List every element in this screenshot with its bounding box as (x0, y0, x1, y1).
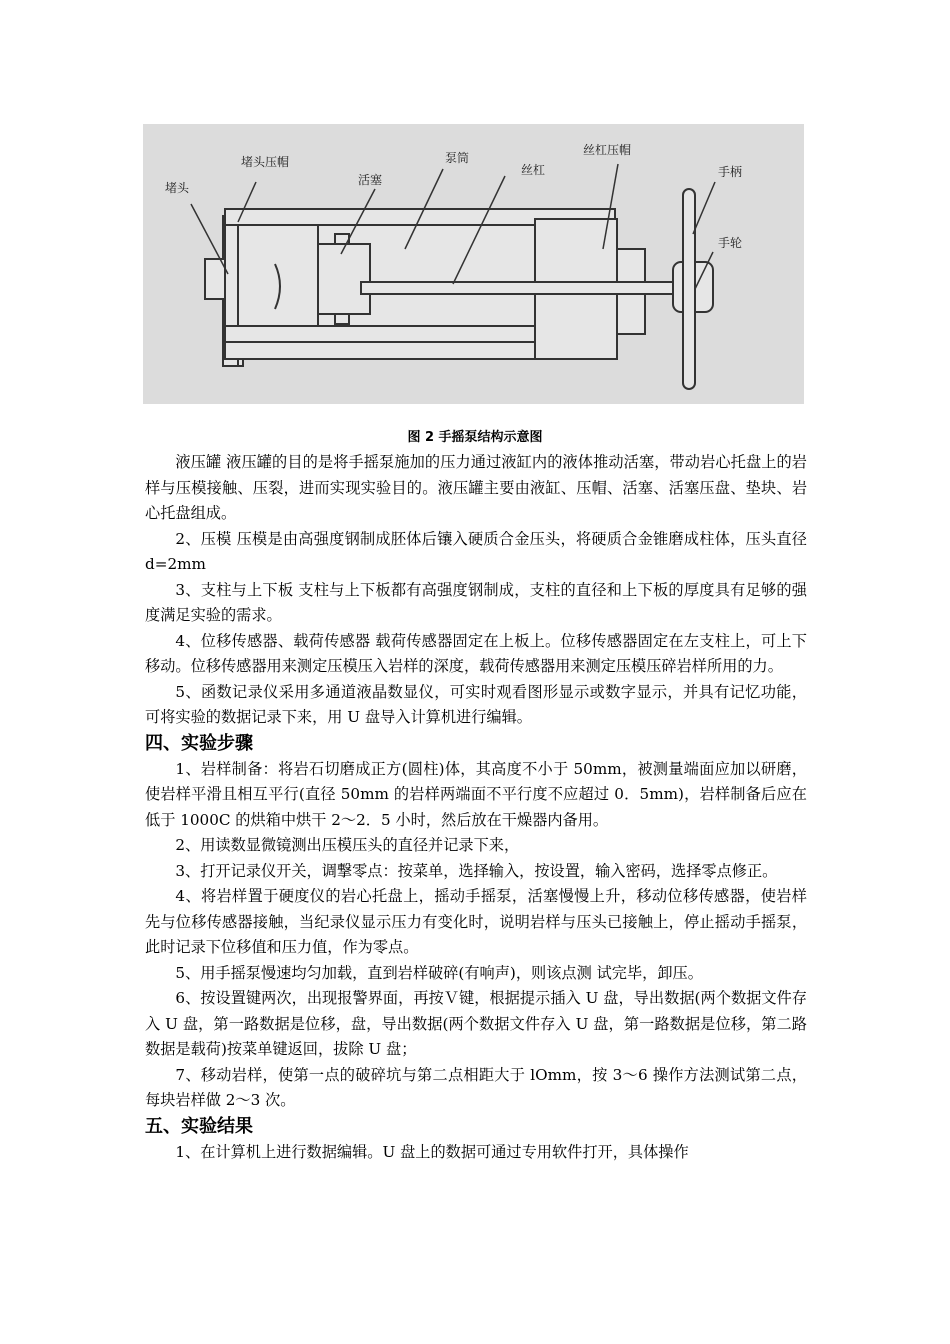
hand-pump-structure-figure (143, 124, 804, 404)
paragraph-hydraulic-tank: 液压罐 液压罐的目的是将手摇泵施加的压力通过液缸内的液体推动活塞，带动岩心托盘上的岩样与压模接触、压裂，进而实现实验目的。液压罐主要由液缸、压帽、活塞、活塞压盘、垫块、岩心托盘组成。 (145, 453, 807, 522)
step-item: 6、按设置键两次，出现报警界面，再按Ｖ键，根据提示插入 U 盘，导出数据(两个数据文件存入 U 盘，第一路数据是位移，盘，导出数据(两个数据文件存入 U 盘，第一路数据是位移，第二路数据是载荷)按菜单键返回，拔除 U 盘； (145, 989, 807, 1058)
piston-shape (318, 244, 370, 314)
handwheel-label: 手轮 (718, 236, 743, 250)
figure-caption: 图 2 手摇泵结构示意图 (407, 430, 543, 445)
paragraph-press-die: 2、压模 压模是由高强度钢制成胚体后镶入硬质合金压头，将硬质合金锥磨成柱体，压头直径 d=2mm (145, 529, 807, 573)
result-item: 1、在计算机上进行数据编辑。U 盘上的数据可通过专用软件打开，具体操作 (175, 1142, 689, 1161)
hand-pump-diagram (143, 124, 804, 404)
handle-label: 手柄 (718, 165, 743, 179)
document-body (145, 450, 807, 1165)
step-item: 2、用读数显微镜测出压模压头的直径并记录下来， (175, 836, 520, 854)
piston-label: 活塞 (358, 173, 383, 187)
step-item: 5、用手摇泵慢速均匀加载，直到岩样破碎(有响声)，则该点测 试完毕，卸压。 (175, 963, 703, 982)
lead-screw-label: 丝杠 (521, 163, 546, 177)
section-heading-steps: 四、实验步骤 (145, 732, 253, 754)
paragraph-sensors: 4、位移传感器、载荷传感器 载荷传感器固定在上板上。位移传感器固定在左支柱上，可上下移动。位移传感器用来测定压模压入岩样的深度，载荷传感器用来测定压模压碎岩样所用的力。 (145, 631, 807, 675)
step-item: 1、岩样制备：将岩石切磨成正方(圆柱)体，其高度不小于 50mm，被测量端面应加以研磨，使岩样平滑且相互平行(直径 50mm 的岩样两端面不平行度不应超过 0．5mm)，岩样制备后应在低于 1000C 的烘箱中烘干 2～2．5 小时，然后放在干燥器内备用。 (145, 759, 807, 829)
step-item: 4、将岩样置于硬度仪的岩心托盘上，摇动手摇泵，活塞慢慢上升，移动位移传感器，使岩样先与位移传感器接触，当纪录仪显示压力有变化时，说明岩样与压头已接触上，停止摇动手摇泵，此时记录下位移值和压力值，作为零点。 (145, 887, 807, 956)
section-heading-results: 五、实验结果 (145, 1115, 253, 1137)
plug-shape (205, 259, 225, 299)
plug-label: 堵头 (165, 181, 190, 195)
lead-screw-shape (361, 282, 691, 294)
pump-barrel-label: 泵筒 (445, 151, 470, 165)
step-item: 7、移动岩样，使第一点的破碎坑与第二点相距大于 lOmm，按 3～6 操作方法测试第二点，每块岩样做 2～3 次。 (145, 1065, 807, 1109)
paragraph-pillar-plates: 3、支柱与上下板 支柱与上下板都有高强度钢制成，支柱的直径和上下板的厚度具有足够的强度满足实验的需求。 (145, 580, 807, 624)
screw-cap-label: 丝杠压帽 (583, 143, 632, 157)
paragraph-recorder: 5、函数记录仪采用多通道液晶数显仪，可实时观看图形显示或数字显示，并具有记忆功能，可将实验的数据记录下来，用 U 盘导入计算机进行编辑。 (145, 682, 807, 726)
step-item: 3、打开记录仪开关，调撃零点：按菜单，选择输入，按设置，输入密码，选择零点修正。 (175, 861, 778, 880)
plug-cap-label: 堵头压帽 (241, 155, 290, 169)
handle-shape (683, 189, 695, 389)
